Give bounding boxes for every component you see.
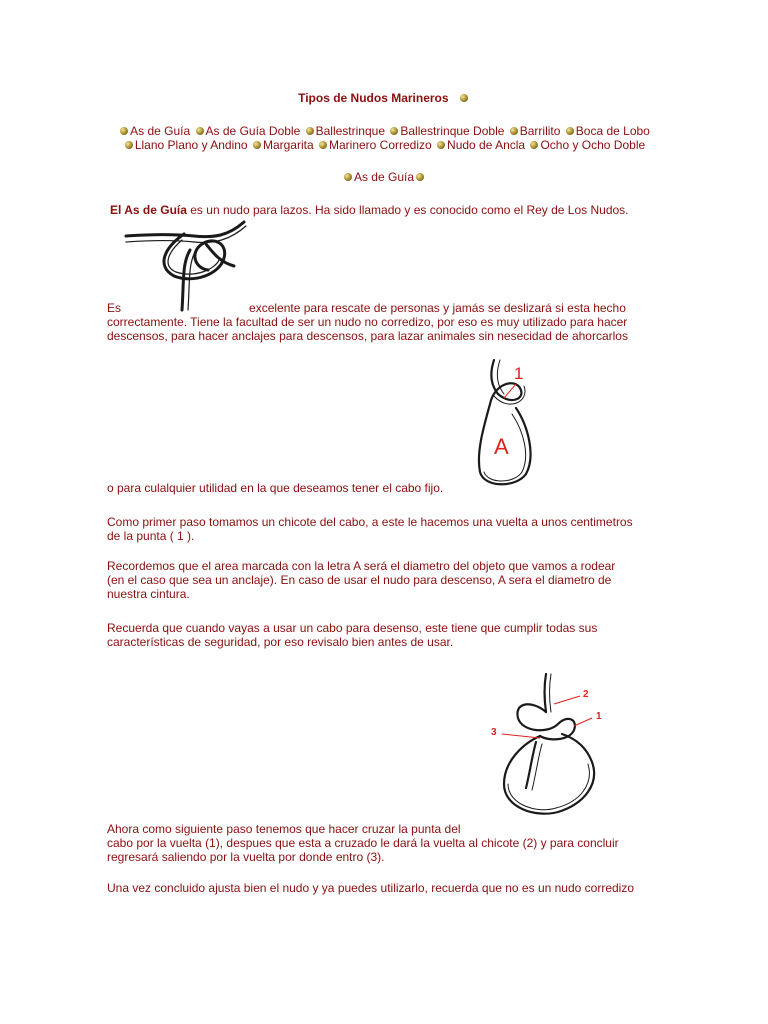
paragraph-area-line1: Recordemos que el area marcada con la letra A será el diametro del objeto que vamos a rodear	[107, 559, 616, 573]
paragraph-recuerda	[107, 621, 687, 649]
bullet-icon	[344, 173, 352, 181]
bullet-icon	[437, 141, 445, 149]
paragraph-final: Una vez concluido ajusta bien el nudo y ya puedes utilizarlo, recuerda que no es un nudo corredizo	[107, 881, 635, 895]
fig1-label-a: A	[494, 434, 509, 459]
paragraph-siguiente-paso-line2: cabo por la vuelta (1), despues que esta a cruzado le dará la vuelta al chicote (2) y para concluir	[107, 836, 619, 850]
paragraph-siguiente-paso	[107, 822, 687, 864]
knot-nav	[104, 124, 664, 152]
nav-link-ballestrinque-doble[interactable]: Ballestrinque Doble	[388, 124, 504, 138]
knot-step-figure	[488, 672, 612, 822]
paragraph-area-line3: nuestra cintura.	[107, 587, 190, 601]
paragraph-es	[107, 301, 667, 343]
bullet-icon	[319, 141, 327, 149]
paragraph-recuerda-line1: Recuerda que cuando vayas a usar un cabo para desenso, este tiene que cumplir todas sus	[107, 621, 598, 635]
paragraph-siguiente-paso-line1: Ahora como siguiente paso tenemos que hacer cruzar la punta del	[107, 822, 461, 836]
paragraph-es-line1: excelente para rescate de personas y jamás se deslizará si esta hecho	[249, 301, 626, 315]
paragraph-es-line2: correctamente. Tiene la facultad de ser un nudo no corredizo, por eso es muy utilizado para hacer	[107, 315, 628, 329]
loop-figure-a	[464, 356, 554, 494]
section-title: As de Guía	[353, 170, 415, 184]
paragraph-primer-paso-line1: Como primer paso tomamos un chicote del cabo, a este le hacemos una vuelta a unos centimetros	[107, 515, 633, 529]
paragraph-es-lead: Es	[107, 301, 122, 315]
paragraph-primer-paso-line2: de la punta ( 1 ).	[107, 529, 195, 543]
page-title: Tipos de Nudos Marineros	[298, 91, 449, 105]
paragraph-area-line2: (en el caso que sea un anclaje). En caso de usar el nudo para descenso, A sera el diametro de	[107, 573, 612, 587]
nav-link-as-de-guia-doble[interactable]: As de Guía Doble	[194, 124, 301, 138]
paragraph-area	[107, 559, 687, 601]
paragraph-es-line3: descensos, para hacer anclajes para descensos, para lazar animales sin nesecidad de ahorcarlos	[107, 329, 628, 343]
nav-link-boca-de-lobo[interactable]: Boca de Lobo	[564, 124, 650, 138]
bullet-icon	[125, 141, 133, 149]
nav-link-nudo-de-ancla[interactable]: Nudo de Ancla	[435, 138, 525, 152]
paragraph-utilidad: o para culalquier utilidad en la que deseamos tener el cabo fijo.	[107, 481, 444, 495]
paragraph-siguiente-paso-line3: regresará saliendo por la vuelta por donde entro (3).	[107, 850, 385, 864]
bowline-knot-figure	[124, 214, 252, 312]
nav-link-ocho-y-ocho-doble[interactable]: Ocho y Ocho Doble	[528, 138, 645, 152]
bullet-icon	[460, 94, 468, 102]
intro-text: es un nudo para lazos. Ha sido llamado y es conocido como el Rey de Los Nudos.	[186, 203, 629, 217]
fig2-label-1: 1	[596, 711, 602, 722]
fig2-label-3: 3	[491, 727, 497, 738]
section-title-row	[0, 170, 768, 184]
paragraph-recuerda-line2: características de seguridad, por eso revisalo bien antes de usar.	[107, 635, 454, 649]
nav-link-ballestrinque[interactable]: Ballestrinque	[304, 124, 385, 138]
bullet-icon	[566, 127, 574, 135]
nav-link-marinero-corredizo[interactable]: Marinero Corredizo	[317, 138, 432, 152]
nav-link-as-de-guia[interactable]: As de Guía	[118, 124, 190, 138]
bullet-icon	[510, 127, 518, 135]
nav-link-margarita[interactable]: Margarita	[251, 138, 314, 152]
fig1-label-1: 1	[514, 364, 524, 383]
paragraph-primer-paso	[107, 515, 687, 543]
bullet-icon	[530, 141, 538, 149]
fig2-label-2: 2	[583, 689, 589, 700]
bullet-icon	[306, 127, 314, 135]
bullet-icon	[416, 173, 424, 181]
nav-link-barrilito[interactable]: Barrilito	[508, 124, 561, 138]
bullet-icon	[196, 127, 204, 135]
nav-link-llano-plano-y-andino[interactable]: Llano Plano y Andino	[123, 138, 248, 152]
page-title-row	[0, 91, 768, 105]
bullet-icon	[120, 127, 128, 135]
intro-bold: El As de Guía	[110, 203, 187, 217]
bullet-icon	[253, 141, 261, 149]
bullet-icon	[390, 127, 398, 135]
